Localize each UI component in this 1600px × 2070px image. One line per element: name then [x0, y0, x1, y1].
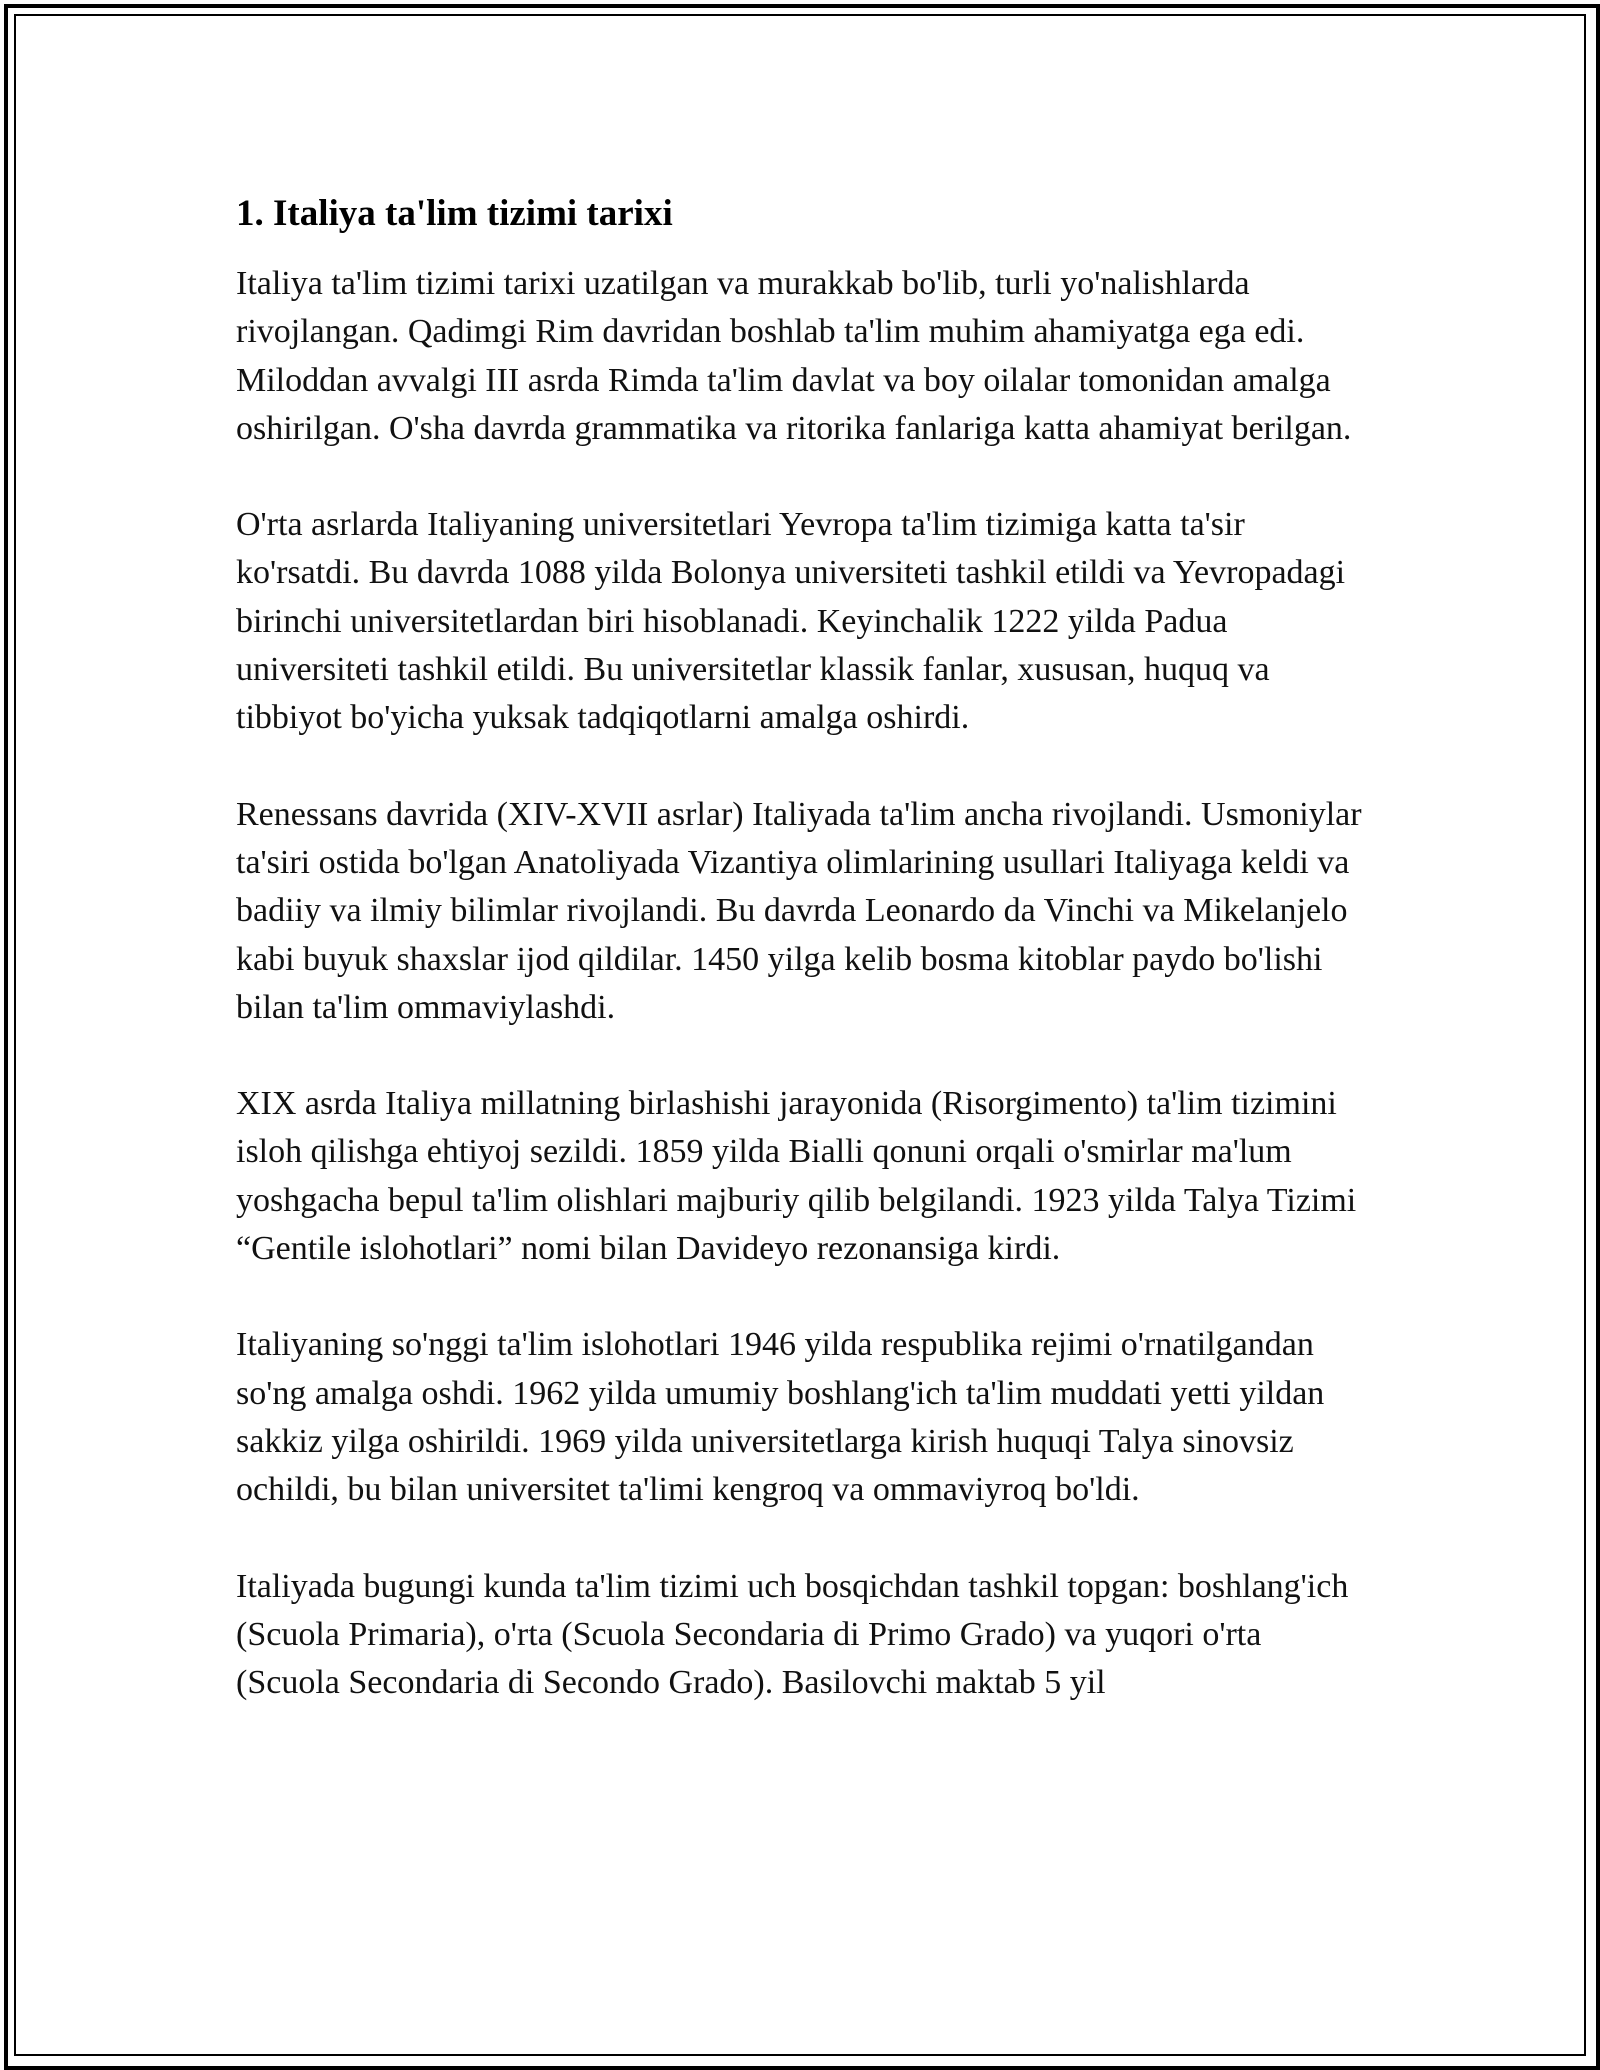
paragraph-19th-century: XIX asrda Italiya millatning birlashishi jarayonida (Risorgimento) ta'lim tizimini isloh qilishga ehtiyoj sezildi. 1859 yilda Bialli qonuni orqali o'smirlar ma'lum yoshgacha bepul ta'lim olishlari majburiy qilib belgilandi. 1923 yilda Talya Tizimi “Gentile islohotlari” nomi bilan Davideyo rezonansiga kirdi.	[236, 1085, 1357, 1268]
paragraph-current-system: Italiyada bugungi kunda ta'lim tizimi uch bosqichdan tashkil topgan: boshlang'ich (Scuola Primaria), o'rta (Scuola Secondaria di Primo Grado) va yuqori o'rta (Scuola Secondaria di Secondo Grado). Basilovchi maktab 5 yil	[236, 1567, 1349, 1702]
paragraph-recent-reforms: Italiyaning so'nggi ta'lim islohotlari 1946 yilda respublika rejimi o'rnatilgandan so'ng amalga oshdi. 1962 yilda umumiy boshlang'ich ta'lim muddati yetti yildan sakkiz yilga oshirildi. 1969 yilda universitetlarga kirish huquqi Talya sinovsiz ochildi, bu bilan universitet ta'limi kengroq va ommaviyroq bo'ldi.	[236, 1326, 1325, 1509]
section-heading: 1. Italiya ta'lim tizimi tarixi	[236, 193, 673, 234]
document-body	[236, 188, 1368, 1707]
paragraph-middle-ages: O'rta asrlarda Italiyaning universitetlari Yevropa ta'lim tizimiga katta ta'sir ko'rsatdi. Bu davrda 1088 yilda Bolonya universiteti tashkil etildi va Yevropadagi birinchi universitetlardan biri hisoblanadi. Keyinchalik 1222 yilda Padua universiteti tashkil etildi. Bu universitetlar klassik fanlar, xususan, huquq va tibbiyot bo'yicha yuksak tadqiqotlarni amalga oshirdi.	[236, 506, 1346, 737]
paragraph-ancient-rome: Italiya ta'lim tizimi tarixi uzatilgan va murakkab bo'lib, turli yo'nalishlarda rivojlangan. Qadimgi Rim davridan boshlab ta'lim muhim ahamiyatga ega edi. Miloddan avvalgi III asrda Rimda ta'lim davlat va boy oilalar tomonidan amalga oshirilgan. O'sha davrda grammatika va ritorika fanlariga katta ahamiyat berilgan.	[236, 265, 1352, 447]
paragraph-renaissance: Renessans davrida (XIV-XVII asrlar) Italiyada ta'lim ancha rivojlandi. Usmoniylar ta'siri ostida bo'lgan Anatoliyada Vizantiya olimlarining usullari Italiyaga keldi va badiiy va ilmiy bilimlar rivojlandi. Bu davrda Leonardo da Vinchi va Mikelanjelo kabi buyuk shaxslar ijod qildilar. 1450 yilga kelib bosma kitoblar paydo bo'lishi bilan ta'lim ommaviylashdi.	[236, 795, 1362, 1026]
